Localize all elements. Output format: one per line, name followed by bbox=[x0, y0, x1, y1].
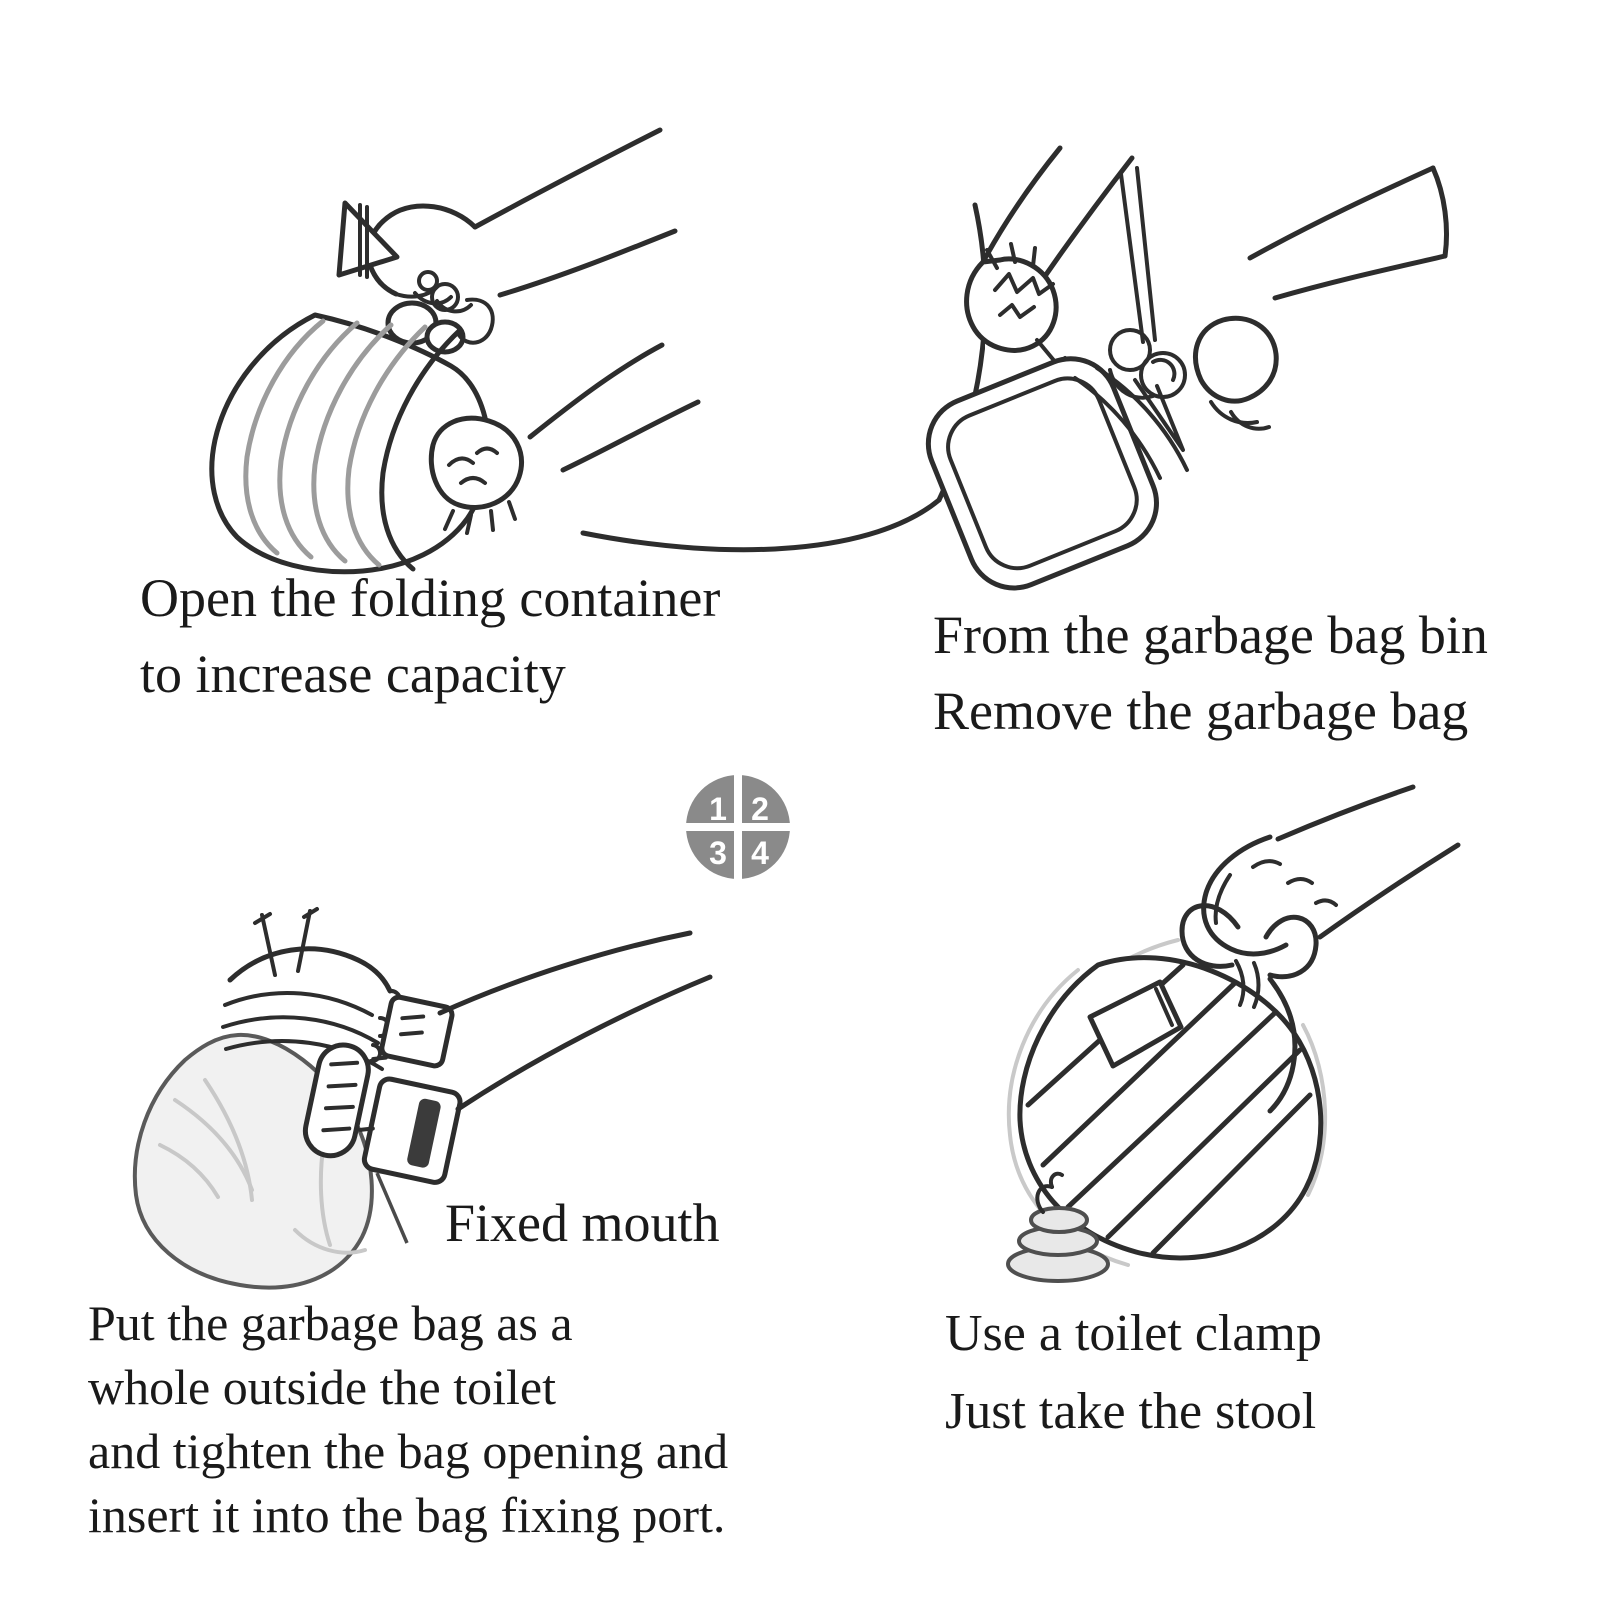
wheel-number-4: 4 bbox=[751, 835, 769, 871]
caption-line: to increase capacity bbox=[140, 644, 566, 704]
caption-step-1 bbox=[140, 560, 720, 712]
fixed-mouth-pointer-line bbox=[377, 1173, 407, 1243]
caption-step-3 bbox=[88, 1291, 728, 1547]
wheel-number-1: 1 bbox=[709, 791, 727, 827]
wheel-number-2: 2 bbox=[751, 791, 769, 827]
caption-line: whole outside the toilet bbox=[88, 1359, 556, 1415]
caption-line: Put the garbage bag as a bbox=[88, 1295, 573, 1351]
fixed-mouth-label: Fixed mouth bbox=[445, 1193, 720, 1253]
step-wheel bbox=[684, 773, 792, 881]
caption-line: Just take the stool bbox=[945, 1383, 1317, 1440]
caption-step-4 bbox=[945, 1295, 1322, 1451]
caption-step-2 bbox=[933, 597, 1488, 749]
wheel-number-3: 3 bbox=[709, 835, 727, 871]
caption-line: insert it into the bag fixing port. bbox=[88, 1487, 726, 1543]
caption-line: From the garbage bag bin bbox=[933, 605, 1488, 665]
illustration-toilet-clamp-stool bbox=[948, 775, 1473, 1300]
caption-line: Remove the garbage bag bbox=[933, 681, 1469, 741]
caption-line: Open the folding container bbox=[140, 568, 721, 628]
illustration-open-folding-container bbox=[115, 85, 985, 590]
illustration-remove-garbage-bag bbox=[925, 140, 1465, 620]
caption-line: and tighten the bag opening and bbox=[88, 1423, 729, 1479]
caption-line: Use a toilet clamp bbox=[945, 1305, 1322, 1362]
